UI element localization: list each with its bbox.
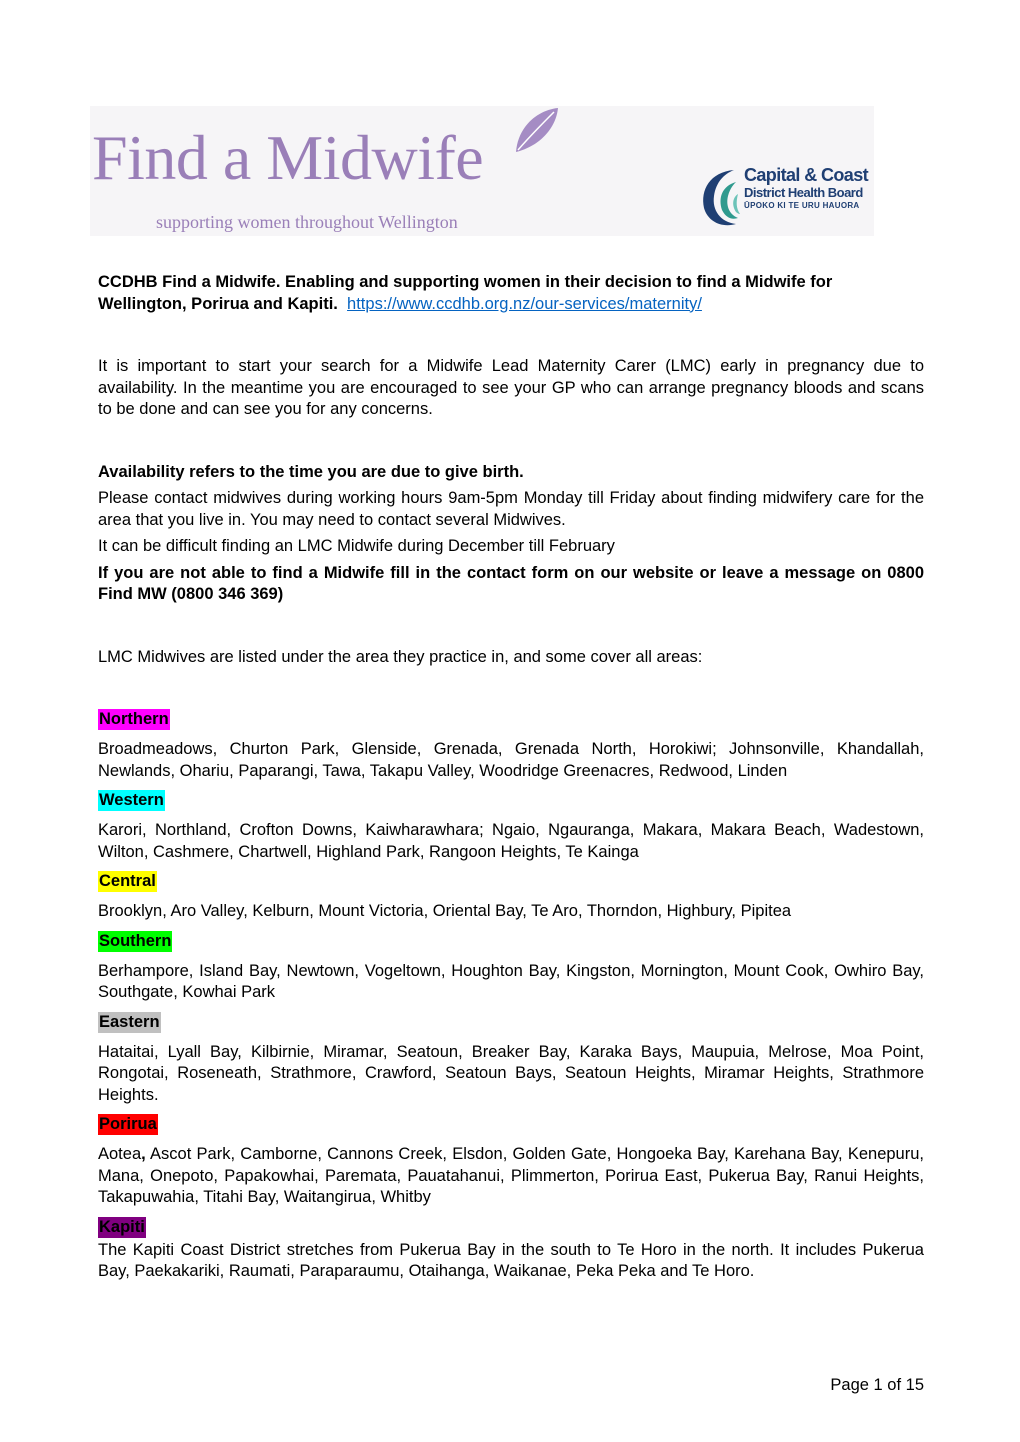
availability-line-2: It can be difficult finding an LMC Midwife during December till February [98,537,615,555]
spacer [98,421,924,462]
spacer [98,315,924,356]
ccdhb-name-line3: ŪPOKO KI TE URU HAUORA [744,201,860,210]
area-western [98,790,924,863]
intro-heading-text: CCDHB Find a Midwife. Enabling and supporting women in their decision to find a Midwife for Wellington, Porirua and Kapiti. [98,273,833,313]
spacer [98,606,924,647]
area-central [98,871,924,923]
ccdhb-name-line1: Capital & Coast [744,165,869,185]
areas-intro: LMC Midwives are listed under the area they practice in, and some cover all areas: [98,647,703,666]
area-kapiti [98,1217,924,1283]
ccdhb-logo [696,164,876,230]
ccdhb-name-line2: District Health Board [744,185,863,200]
area-heading-southern: Southern [99,931,172,950]
maternity-link[interactable]: https://www.ccdhb.org.nz/our-services/maternity/ [347,294,702,313]
area-suburbs-kapiti: The Kapiti Coast District stretches from Pukerua Bay in the south to Te Horo in the north. It includes Pukerua Bay, Paekakariki, Raumati, Paraparaumu, Otaihanga, Waikanae, Peka Peka and Te Horo. [98,1240,924,1280]
intro-paragraph: It is important to start your search for a Midwife Lead Maternity Carer (LMC) early in pregnancy due to availability. In the meantime you are encouraged to see your GP who can arrange pregnancy bloods and scans to be done and can see you for any concerns. [98,357,924,418]
ccdhb-wordmark [744,166,868,212]
area-eastern [98,1012,924,1107]
area-suburbs-central: Brooklyn, Aro Valley, Kelburn, Mount Victoria, Oriental Bay, Te Aro, Thorndon, Highbury, Pipitea [98,902,792,920]
leaf-icon [510,106,562,154]
availability-contact-note: If you are not able to find a Midwife fill in the contact form on our website or leave a message on 0800 Find MW (0800 346 369) [98,563,924,603]
area-heading-central: Central [99,872,156,890]
ccdhb-mark-icon [696,164,740,228]
logo-title: Find a Midwife [92,122,484,193]
intro-heading [98,272,924,315]
area-heading-kapiti: Kapiti [99,1217,145,1236]
area-suburbs-porirua-first: Aotea [98,1145,142,1163]
area-heading-porirua: Porirua [99,1115,157,1133]
availability-line-1: Please contact midwives during working hours 9am-5pm Monday till Friday about finding midwifery care for the area that you live in. You may need to contact several Midwives. [98,489,924,529]
logo-tagline: supporting women throughout Wellington [156,212,458,232]
document-body [98,272,924,1291]
area-suburbs-porirua-rest: Ascot Park, Camborne, Cannons Creek, Elsdon, Golden Gate, Hongoeka Bay, Karehana Bay, Kenepuru, Mana, Onepoto, Papakowhai, Paremata, Pauatahanui, Plimmerton, Porirua East, Pukerua Bay, Ranui Heights, Takapuwahia, Titahi Bay, Waitangirua, Whitby [98,1145,924,1206]
area-porirua [98,1114,924,1209]
area-suburbs-eastern: Hataitai, Lyall Bay, Kilbirnie, Miramar, Seatoun, Breaker Bay, Karaka Bays, Maupuia, Melrose, Moa Point, Rongotai, Roseneath, Strathmore, Crawford, Seatoun Bays, Seatoun Heights, Miramar Heights, Strathmore Heights. [98,1042,924,1104]
availability-heading: Availability refers to the time you are due to give birth. [98,462,524,481]
spacer [98,668,924,709]
area-southern [98,931,924,1004]
area-northern [98,709,924,782]
area-heading-northern: Northern [99,710,169,728]
area-suburbs-porirua-first-sep: , [141,1145,146,1163]
area-suburbs-southern: Berhampore, Island Bay, Newtown, Vogeltown, Houghton Bay, Kingston, Mornington, Mount Cook, Owhiro Bay, Southgate, Kowhai Park [98,961,924,1001]
page-number: Page 1 of 15 [830,1376,924,1394]
area-suburbs-western: Karori, Northland, Crofton Downs, Kaiwharawhara; Ngaio, Ngauranga, Makara, Makara Beach, Wadestown, Wilton, Cashmere, Chartwell, Highland Park, Rangoon Heights, Te Kainga [98,821,924,861]
area-suburbs-porirua [98,1144,924,1209]
header-banner [90,106,874,236]
area-suburbs-northern: Broadmeadows, Churton Park, Glenside, Grenada, Grenada North, Horokiwi; Johnsonville, Khandallah, Newlands, Ohariu, Paparangi, Tawa, Takapu Valley, Woodridge Greenacres, Redwood, Linden [98,740,924,780]
area-heading-western: Western [99,791,164,809]
area-heading-eastern: Eastern [99,1012,160,1031]
